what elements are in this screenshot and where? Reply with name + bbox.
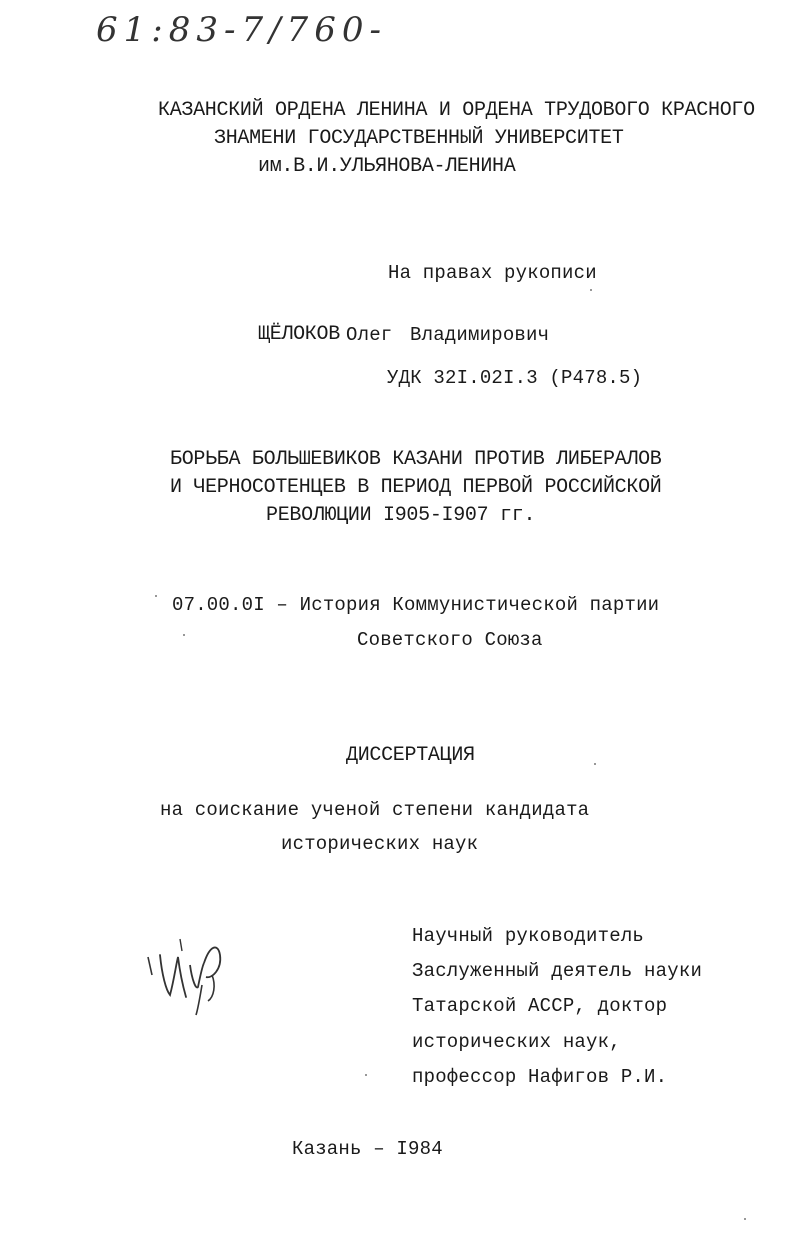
document-type: ДИССЕРТАЦИЯ [346,744,475,767]
author-patronymic: Владимирович [410,324,550,346]
title-line-2: И ЧЕРНОСОТЕНЦЕВ В ПЕРИОД ПЕРВОЙ РОССИЙСКОЙ [170,476,662,499]
supervisor-line-4: исторических наук, [412,1031,621,1053]
handwritten-archive-mark: 61:83-7/760- [96,10,387,50]
author-surname: ЩЁЛОКОВ [258,323,340,346]
title-line-1: БОРЬБА БОЛЬШЕВИКОВ КАЗАНИ ПРОТИВ ЛИБЕРАЛОВ [170,448,662,471]
author-name: Олег [346,324,393,346]
degree-line-1: на соискание ученой степени кандидата [160,799,590,821]
title-line-3: РЕВОЛЮЦИИ I905-I907 гг. [266,504,536,527]
udk-code: УДК 32I.02I.3 (Р478.5) [387,367,643,389]
supervisor-line-1: Научный руководитель [412,925,645,947]
place-and-year: Казань – I984 [292,1138,443,1160]
paper-speck [590,289,592,291]
paper-speck [183,634,185,636]
paper-speck [365,1074,367,1076]
institution-line-2: ЗНАМЕНИ ГОСУДАРСТВЕННЫЙ УНИВЕРСИТЕТ [214,127,624,150]
institution-line-1: КАЗАНСКИЙ ОРДЕНА ЛЕНИНА И ОРДЕНА ТРУДОВОГО КРАСНОГО [158,99,755,122]
supervisor-line-2: Заслуженный деятель науки [412,960,703,982]
specialty-line-2: Советского Союза [357,629,543,651]
institution-line-3: им.В.И.УЛЬЯНОВА-ЛЕНИНА [258,155,516,178]
manuscript-note: На правах рукописи [388,262,597,284]
paper-speck [594,763,596,765]
supervisor-line-5: профессор Нафигов Р.И. [412,1066,668,1088]
paper-speck [744,1218,746,1220]
handwritten-signature [140,935,240,1025]
supervisor-line-3: Татарской АССР, доктор [412,995,668,1017]
specialty-line-1: 07.00.0I – История Коммунистической партии [172,594,660,616]
degree-line-2: исторических наук [281,833,479,855]
paper-speck [155,595,157,597]
